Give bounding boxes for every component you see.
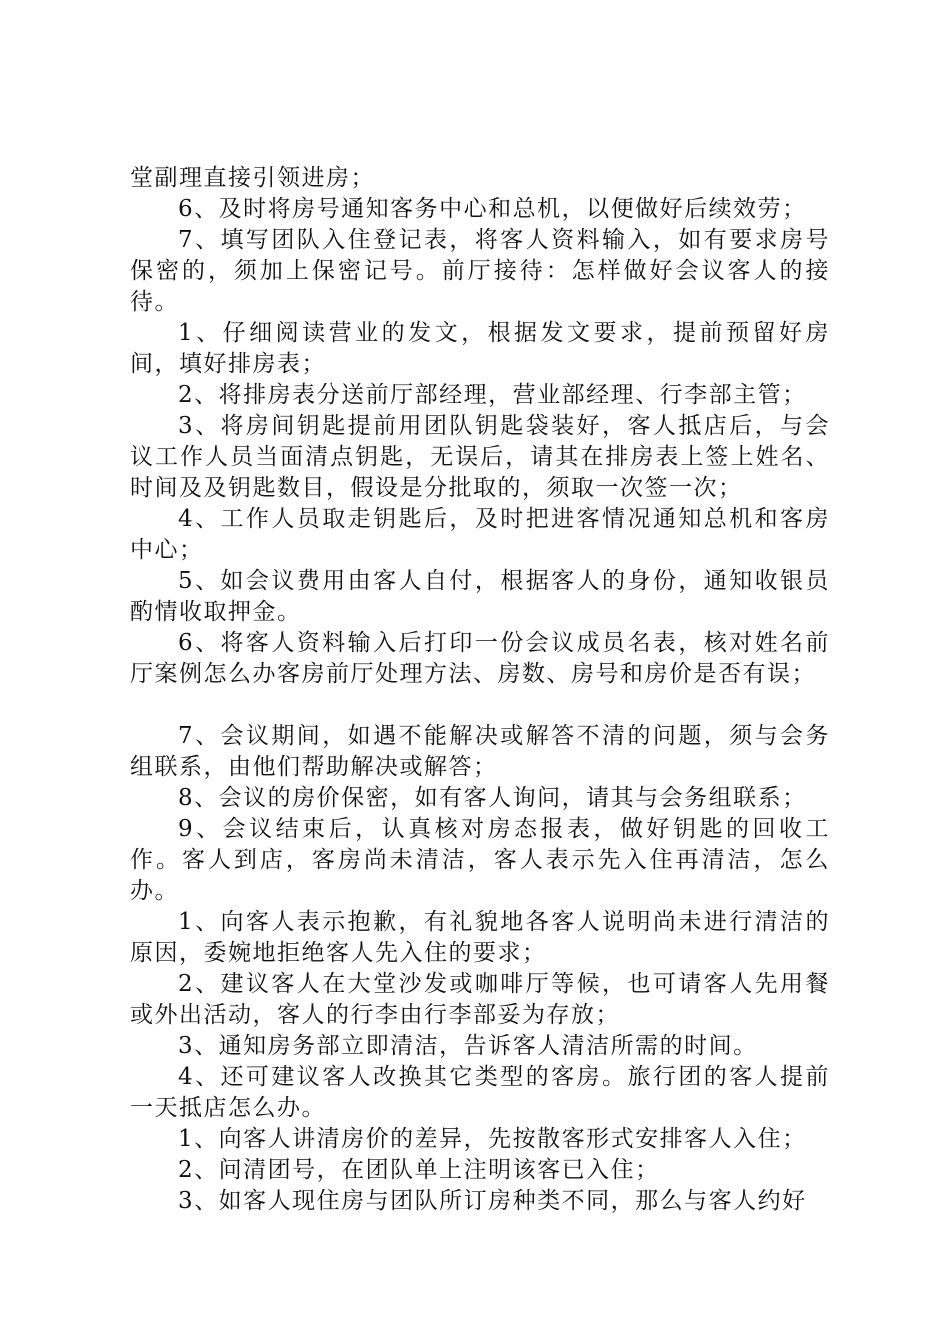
- paragraph-room-item-1: 1、向客人表示抱歉，有礼貌地各客人说明尚未进行清洁的原因，委婉地拒绝客人先入住的要求；: [130, 909, 830, 966]
- paragraph-item-6: 6、及时将房号通知客务中心和总机，以便做好后续效劳；: [178, 196, 807, 222]
- paragraph-tour-item-3: 3、如客人现住房与团队所订房种类不同，那么与客人约好: [178, 1188, 807, 1214]
- paragraph-room-item-2: 2、建议客人在大堂沙发或咖啡厅等候，也可请客人先用餐或外出活动，客人的行李由行李部妥为存放；: [130, 971, 830, 1028]
- paragraph-meeting-item-2: 2、将排房表分送前厅部经理，营业部经理、行李部主管；: [178, 382, 807, 408]
- paragraph-meeting-item-9: 9、会议结束后，认真核对房态报表，做好钥匙的回收工作。客人到店，客房尚未清洁，客人表示先入住再清洁，怎么办。: [130, 816, 830, 904]
- paragraph-meeting-item-8: 8、会议的房价保密，如有客人询问，请其与会务组联系；: [178, 785, 807, 811]
- paragraph-continuation: 堂副理直接引领进房；: [130, 165, 375, 191]
- paragraph-tour-item-1: 1、向客人讲清房价的差异，先按散客形式安排客人入住；: [178, 1126, 807, 1152]
- paragraph-item-7: 7、填写团队入住登记表，将客人资料输入，如有要求房号保密的，须加上保密记号。前厅接待：怎样做好会议客人的接待。: [130, 227, 830, 315]
- paragraph-room-item-4: 4、还可建议客人改换其它类型的客房。旅行团的客人提前一天抵店怎么办。: [130, 1064, 830, 1121]
- paragraph-meeting-item-5: 5、如会议费用由客人自付，根据客人的身份，通知收银员酌情收取押金。: [130, 568, 830, 625]
- paragraph-room-item-3: 3、通知房务部立即清洁，告诉客人清洁所需的时间。: [178, 1033, 758, 1059]
- blank-line: [130, 690, 830, 721]
- paragraph-meeting-item-6: 6、将客人资料输入后打印一份会议成员名表，核对姓名前厅案例怎么办客房前厅处理方法、房数、房号和房价是否有误；: [130, 630, 830, 687]
- document-body: [130, 163, 830, 1217]
- paragraph-meeting-item-7: 7、会议期间，如遇不能解决或解答不清的问题，须与会务组联系，由他们帮助解决或解答；: [130, 723, 830, 780]
- paragraph-meeting-item-3: 3、将房间钥匙提前用团队钥匙袋装好，客人抵店后，与会议工作人员当面清点钥匙，无误后，请其在排房表上签上姓名、时间及及钥匙数目，假设是分批取的，须取一次签一次；: [130, 413, 830, 501]
- paragraph-meeting-item-4: 4、工作人员取走钥匙后，及时把进客情况通知总机和客房中心；: [130, 506, 830, 563]
- paragraph-tour-item-2: 2、问清团号，在团队单上注明该客已入住；: [178, 1157, 660, 1183]
- paragraph-meeting-item-1: 1、仔细阅读营业的发文，根据发文要求，提前预留好房间，填好排房表；: [130, 320, 830, 377]
